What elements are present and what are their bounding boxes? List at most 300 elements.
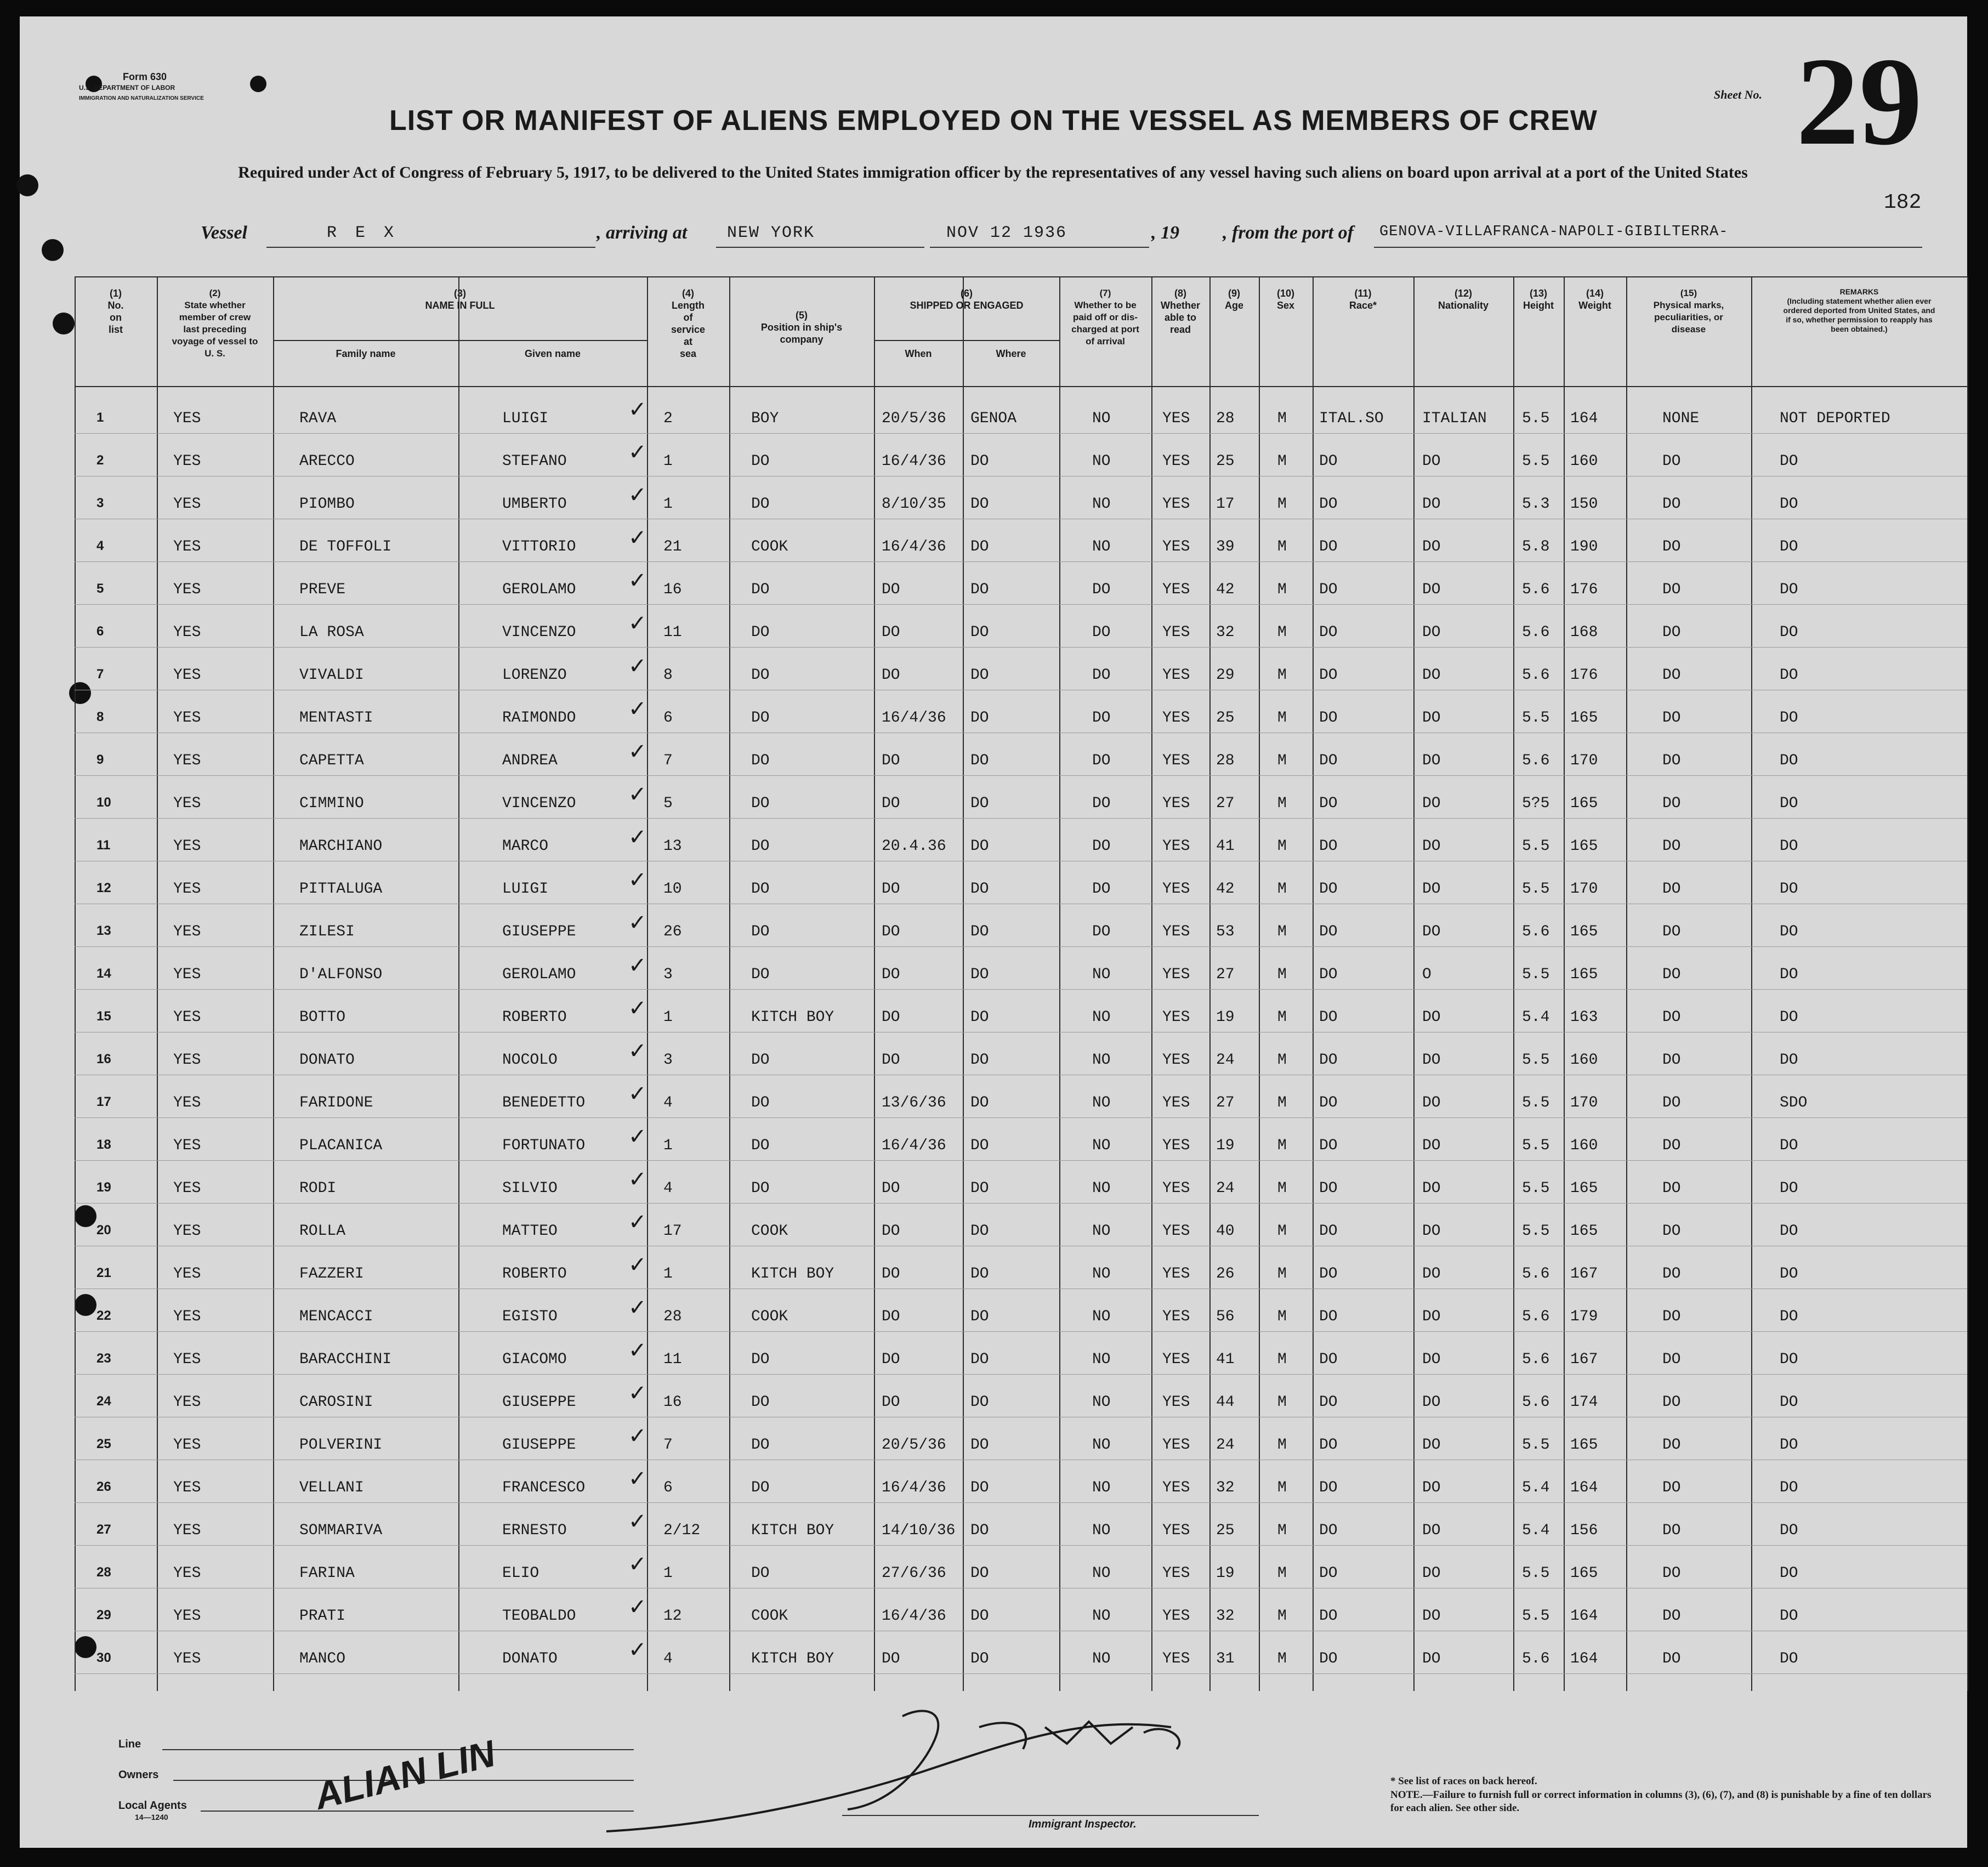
paid-off: NO (1092, 1650, 1111, 1667)
age: 29 (1216, 667, 1235, 684)
list-number: 13 (96, 923, 111, 938)
header-rule (75, 276, 1967, 277)
family-name: ROLLA (299, 1223, 346, 1240)
list-number: 15 (96, 1009, 111, 1024)
family-name: LA ROSA (299, 624, 364, 641)
position: DO (751, 752, 770, 769)
prev-voyage: YES (173, 496, 201, 513)
height: 5.5 (1522, 453, 1550, 470)
age: 19 (1216, 1565, 1235, 1582)
given-name: MATTEO (502, 1223, 558, 1240)
age: 31 (1216, 1650, 1235, 1667)
position: DO (751, 453, 770, 470)
given-name: ELIO (502, 1565, 539, 1582)
length-of-service: 4 (663, 1180, 673, 1197)
shipped-where: DO (970, 496, 989, 513)
able-to-read: YES (1162, 838, 1190, 855)
check-mark-icon: ✓ (628, 996, 647, 1021)
shipped-where: DO (970, 923, 989, 940)
shipped-when: DO (882, 1394, 900, 1411)
check-mark-icon: ✓ (628, 1466, 647, 1491)
physical-marks: DO (1662, 1223, 1681, 1240)
check-mark-icon: ✓ (628, 1295, 647, 1320)
height: 5.5 (1522, 710, 1550, 727)
family-name: VELLANI (299, 1479, 364, 1496)
remarks: DO (1780, 624, 1798, 641)
given-name: RAIMONDO (502, 710, 576, 727)
sex: M (1277, 923, 1287, 940)
check-mark-icon: ✓ (628, 867, 647, 893)
prev-voyage: YES (173, 795, 201, 812)
races-note: * See list of races on back hereof. (1390, 1775, 1537, 1787)
nationality: DO (1422, 496, 1441, 513)
penalty-note: NOTE.—Failure to furnish full or correct information in columns (3), (6), (7), and (8) is punishable by a fine of ten dollars for each alien. See other side. (1390, 1789, 1932, 1814)
check-mark-icon: ✓ (628, 1552, 647, 1577)
nationality: DO (1422, 710, 1441, 727)
shipped-when: 20/5/36 (882, 1437, 946, 1454)
prev-voyage: YES (173, 1094, 201, 1111)
able-to-read: YES (1162, 1094, 1190, 1111)
position: DO (751, 1437, 770, 1454)
header-c6b: Where (996, 348, 1026, 359)
shipped-when: DO (882, 1052, 900, 1069)
family-name: DONATO (299, 1052, 355, 1069)
paid-off: DO (1092, 752, 1111, 769)
header-c3: (3) NAME IN FULL (425, 288, 495, 311)
race: DO (1319, 881, 1338, 898)
given-name: LUIGI (502, 410, 549, 427)
physical-marks: DO (1662, 1522, 1681, 1539)
position: DO (751, 1479, 770, 1496)
given-name: FRANCESCO (502, 1479, 586, 1496)
list-number: 4 (96, 538, 104, 553)
length-of-service: 2 (663, 410, 673, 427)
length-of-service: 28 (663, 1308, 682, 1325)
given-name: GIUSEPPE (502, 923, 576, 940)
header-c2: (2) State whether member of crew last preceding voyage of vessel to U. S. (172, 288, 258, 359)
age: 41 (1216, 838, 1235, 855)
length-of-service: 3 (663, 966, 673, 983)
physical-marks: DO (1662, 1308, 1681, 1325)
given-name: ROBERTO (502, 1266, 567, 1283)
remarks: DO (1780, 1565, 1798, 1582)
able-to-read: YES (1162, 453, 1190, 470)
position: DO (751, 1052, 770, 1069)
punch-hole (42, 239, 64, 261)
list-number: 5 (96, 581, 104, 596)
sex: M (1277, 1223, 1287, 1240)
list-number: 11 (96, 838, 111, 853)
sex: M (1277, 1137, 1287, 1154)
subtitle: Required under Act of Congress of February 5, 1917, to be delivered to the United States immigration officer by the representatives of any vessel having such aliens on board upon arrival at a port of the United States (238, 163, 1748, 181)
length-of-service: 7 (663, 752, 673, 769)
prev-voyage: YES (173, 1650, 201, 1667)
remarks: DO (1780, 795, 1798, 812)
length-of-service: 4 (663, 1650, 673, 1667)
list-number: 2 (96, 453, 104, 468)
sex: M (1277, 1351, 1287, 1368)
height: 5.6 (1522, 1266, 1550, 1283)
given-name: VINCENZO (502, 624, 576, 641)
able-to-read: YES (1162, 1522, 1190, 1539)
remarks: DO (1780, 923, 1798, 940)
race: DO (1319, 1394, 1338, 1411)
punch-hole (16, 174, 38, 196)
remarks: DO (1780, 1180, 1798, 1197)
nationality: DO (1422, 881, 1441, 898)
position: DO (751, 1394, 770, 1411)
weight: 165 (1570, 1565, 1598, 1582)
prev-voyage: YES (173, 1052, 201, 1069)
length-of-service: 7 (663, 1437, 673, 1454)
list-number: 21 (96, 1266, 111, 1280)
weight: 165 (1570, 966, 1598, 983)
length-of-service: 3 (663, 1052, 673, 1069)
family-name: PRATI (299, 1608, 346, 1625)
remarks: DO (1780, 1522, 1798, 1539)
given-name: VITTORIO (502, 538, 576, 555)
length-of-service: 6 (663, 710, 673, 727)
weight: 190 (1570, 538, 1598, 555)
table-row (75, 1335, 1967, 1377)
paid-off: NO (1092, 1394, 1111, 1411)
length-of-service: 17 (663, 1223, 682, 1240)
able-to-read: YES (1162, 667, 1190, 684)
sex: M (1277, 795, 1287, 812)
paid-off: NO (1092, 1094, 1111, 1111)
height: 5.5 (1522, 1180, 1550, 1197)
sex: M (1277, 1650, 1287, 1667)
header-c14: (14) Weight (1578, 288, 1611, 311)
prev-voyage: YES (173, 838, 201, 855)
shipped-where: DO (970, 1650, 989, 1667)
weight: 160 (1570, 453, 1598, 470)
race: DO (1319, 1479, 1338, 1496)
sex: M (1277, 966, 1287, 983)
service: IMMIGRATION AND NATURALIZATION SERVICE (79, 95, 204, 101)
remarks: DO (1780, 1266, 1798, 1283)
family-name: BARACCHINI (299, 1351, 392, 1368)
able-to-read: YES (1162, 752, 1190, 769)
header-rule (75, 386, 1967, 387)
paid-off: NO (1092, 1180, 1111, 1197)
position: DO (751, 966, 770, 983)
race: DO (1319, 1522, 1338, 1539)
sex: M (1277, 1479, 1287, 1496)
position: DO (751, 624, 770, 641)
age: 42 (1216, 581, 1235, 598)
height: 5?5 (1522, 795, 1550, 812)
prev-voyage: YES (173, 453, 201, 470)
family-name: MENTASTI (299, 710, 373, 727)
paid-off: DO (1092, 581, 1111, 598)
weight: 163 (1570, 1009, 1598, 1026)
position: DO (751, 1180, 770, 1197)
height: 5.5 (1522, 966, 1550, 983)
physical-marks: DO (1662, 1351, 1681, 1368)
paid-off: DO (1092, 667, 1111, 684)
shipped-when: DO (882, 581, 900, 598)
prev-voyage: YES (173, 752, 201, 769)
prev-voyage: YES (173, 1608, 201, 1625)
prev-voyage: YES (173, 1009, 201, 1026)
nationality: DO (1422, 1522, 1441, 1539)
page-number: 182 (1884, 191, 1922, 214)
race: DO (1319, 1052, 1338, 1069)
prev-voyage: YES (173, 923, 201, 940)
shipped-where: DO (970, 1394, 989, 1411)
prev-voyage: YES (173, 410, 201, 427)
weight: 170 (1570, 752, 1598, 769)
age: 27 (1216, 966, 1235, 983)
list-number: 6 (96, 624, 104, 639)
nationality: DO (1422, 1052, 1441, 1069)
nationality: DO (1422, 838, 1441, 855)
table-row (75, 1634, 1967, 1677)
given-name: GEROLAMO (502, 966, 576, 983)
list-number: 20 (96, 1223, 111, 1238)
shipped-when: 20.4.36 (882, 838, 946, 855)
shipped-where: GENOA (970, 410, 1017, 427)
remarks: DO (1780, 1394, 1798, 1411)
weight: 165 (1570, 1437, 1598, 1454)
vessel-label: Vessel (201, 223, 247, 243)
header-c4: (4) Length of service at sea (671, 288, 706, 359)
paid-off: DO (1092, 795, 1111, 812)
family-name: PLACANICA (299, 1137, 383, 1154)
check-mark-icon: ✓ (628, 1594, 647, 1620)
able-to-read: YES (1162, 496, 1190, 513)
list-number: 27 (96, 1522, 111, 1537)
shipped-when: 20/5/36 (882, 410, 946, 427)
shipped-where: DO (970, 795, 989, 812)
position: DO (751, 496, 770, 513)
sex: M (1277, 881, 1287, 898)
prev-voyage: YES (173, 538, 201, 555)
table-row (75, 394, 1967, 436)
shipped-when: DO (882, 966, 900, 983)
family-name: FARIDONE (299, 1094, 373, 1111)
form-id: Form 630 (123, 71, 167, 82)
prev-voyage: YES (173, 1351, 201, 1368)
physical-marks: DO (1662, 1094, 1681, 1111)
table-row (75, 779, 1967, 821)
list-number: 1 (96, 410, 104, 425)
race: DO (1319, 624, 1338, 641)
paid-off: NO (1092, 1266, 1111, 1283)
given-name: SILVIO (502, 1180, 558, 1197)
length-of-service: 13 (663, 838, 682, 855)
age: 28 (1216, 410, 1235, 427)
position: DO (751, 1351, 770, 1368)
header-c11: (11) Race* (1349, 288, 1377, 311)
footer (75, 1694, 1967, 1859)
table-row (75, 1078, 1967, 1121)
physical-marks: DO (1662, 710, 1681, 727)
position: BOY (751, 410, 779, 427)
list-number: 29 (96, 1608, 111, 1622)
physical-marks: NONE (1662, 410, 1700, 427)
able-to-read: YES (1162, 1266, 1190, 1283)
line-stamp: ALIAN LIN (310, 1732, 499, 1818)
paid-off: NO (1092, 538, 1111, 555)
shipped-where: DO (970, 1266, 989, 1283)
race: DO (1319, 710, 1338, 727)
remarks: NOT DEPORTED (1780, 410, 1890, 427)
position: KITCH BOY (751, 1266, 834, 1283)
able-to-read: YES (1162, 1351, 1190, 1368)
physical-marks: DO (1662, 1180, 1681, 1197)
check-mark-icon: ✓ (628, 910, 647, 935)
check-mark-icon: ✓ (628, 696, 647, 722)
remarks: DO (1780, 710, 1798, 727)
paid-off: NO (1092, 1308, 1111, 1325)
position: COOK (751, 1608, 788, 1625)
age: 19 (1216, 1137, 1235, 1154)
table-row (75, 1206, 1967, 1249)
remarks: DO (1780, 1223, 1798, 1240)
position: DO (751, 710, 770, 727)
check-mark-icon: ✓ (628, 953, 647, 978)
nationality: ITALIAN (1422, 410, 1487, 427)
able-to-read: YES (1162, 923, 1190, 940)
table-row (75, 1463, 1967, 1506)
prev-voyage: YES (173, 1394, 201, 1411)
race: DO (1319, 1351, 1338, 1368)
family-name: MARCHIANO (299, 838, 383, 855)
prev-voyage: YES (173, 1437, 201, 1454)
family-name: CIMMINO (299, 795, 364, 812)
family-name: ARECCO (299, 453, 355, 470)
vessel-name: R E X (327, 224, 399, 242)
paid-off: NO (1092, 1009, 1111, 1026)
nationality: DO (1422, 538, 1441, 555)
shipped-when: 16/4/36 (882, 1479, 946, 1496)
family-name: BOTTO (299, 1009, 346, 1026)
header-c16: REMARKS (Including statement whether alien ever ordered deported from United States, and if so, whether permission to reapply has been obtained.) (1783, 287, 1935, 333)
shipped-when: 16/4/36 (882, 1137, 946, 1154)
age: 32 (1216, 624, 1235, 641)
list-number: 3 (96, 496, 104, 510)
list-number: 26 (96, 1479, 111, 1494)
family-name: RODI (299, 1180, 337, 1197)
given-name: TEOBALDO (502, 1608, 576, 1625)
nationality: DO (1422, 667, 1441, 684)
shipped-where: DO (970, 838, 989, 855)
physical-marks: DO (1662, 1608, 1681, 1625)
shipped-when: DO (882, 1308, 900, 1325)
sex: M (1277, 624, 1287, 641)
physical-marks: DO (1662, 1052, 1681, 1069)
age: 17 (1216, 496, 1235, 513)
prev-voyage: YES (173, 710, 201, 727)
age: 41 (1216, 1351, 1235, 1368)
header-c7: (7) Whether to be paid off or dis- charged at port of arrival (1071, 288, 1139, 347)
arriving-label: , arriving at (597, 223, 688, 243)
race: DO (1319, 1437, 1338, 1454)
check-mark-icon: ✓ (628, 525, 647, 551)
height: 5.5 (1522, 838, 1550, 855)
table-row (75, 1249, 1967, 1292)
physical-marks: DO (1662, 752, 1681, 769)
length-of-service: 1 (663, 453, 673, 470)
check-mark-icon: ✓ (628, 1167, 647, 1192)
able-to-read: YES (1162, 1052, 1190, 1069)
race: DO (1319, 1223, 1338, 1240)
position: COOK (751, 538, 788, 555)
remarks: SDO (1780, 1094, 1808, 1111)
header-c13: (13) Height (1523, 288, 1554, 311)
sex: M (1277, 667, 1287, 684)
year-label: , 19 (1151, 223, 1179, 243)
paid-off: NO (1092, 966, 1111, 983)
prev-voyage: YES (173, 1180, 201, 1197)
given-name: LORENZO (502, 667, 567, 684)
race: DO (1319, 1565, 1338, 1582)
able-to-read: YES (1162, 1137, 1190, 1154)
sex: M (1277, 410, 1287, 427)
physical-marks: DO (1662, 1565, 1681, 1582)
page-title: LIST OR MANIFEST OF ALIENS EMPLOYED ON THE VESSEL AS MEMBERS OF CREW (389, 105, 1598, 137)
remarks: DO (1780, 1052, 1798, 1069)
family-name: VIVALDI (299, 667, 364, 684)
shipped-where: DO (970, 1351, 989, 1368)
sex: M (1277, 1308, 1287, 1325)
shipped-when: 8/10/35 (882, 496, 946, 513)
race: DO (1319, 453, 1338, 470)
position: DO (751, 838, 770, 855)
sex: M (1277, 581, 1287, 598)
physical-marks: DO (1662, 1437, 1681, 1454)
table-row (75, 1591, 1967, 1634)
sheet-number-label: Sheet No. (1714, 88, 1762, 101)
given-name: ERNESTO (502, 1522, 567, 1539)
height: 5.6 (1522, 923, 1550, 940)
height: 5.5 (1522, 1608, 1550, 1625)
family-name: RAVA (299, 410, 337, 427)
remarks: DO (1780, 1437, 1798, 1454)
list-number: 24 (96, 1394, 111, 1409)
remarks: DO (1780, 838, 1798, 855)
length-of-service: 26 (663, 923, 682, 940)
table-row (75, 1035, 1967, 1078)
family-name: DE TOFFOLI (299, 538, 392, 555)
sex: M (1277, 1052, 1287, 1069)
table-row (75, 522, 1967, 565)
able-to-read: YES (1162, 410, 1190, 427)
given-name: BENEDETTO (502, 1094, 586, 1111)
check-mark-icon: ✓ (628, 1124, 647, 1149)
family-name: CAPETTA (299, 752, 364, 769)
physical-marks: DO (1662, 795, 1681, 812)
sex: M (1277, 838, 1287, 855)
paid-off: DO (1092, 838, 1111, 855)
physical-marks: DO (1662, 1650, 1681, 1667)
height: 5.8 (1522, 538, 1550, 555)
able-to-read: YES (1162, 581, 1190, 598)
table-row (75, 1121, 1967, 1164)
subheader-rule (273, 340, 647, 341)
race: DO (1319, 1266, 1338, 1283)
age: 24 (1216, 1437, 1235, 1454)
remarks: DO (1780, 752, 1798, 769)
race: DO (1319, 1009, 1338, 1026)
nationality: DO (1422, 923, 1441, 940)
check-mark-icon: ✓ (628, 1637, 647, 1662)
weight: 164 (1570, 1479, 1598, 1496)
length-of-service: 4 (663, 1094, 673, 1111)
shipped-where: DO (970, 1437, 989, 1454)
